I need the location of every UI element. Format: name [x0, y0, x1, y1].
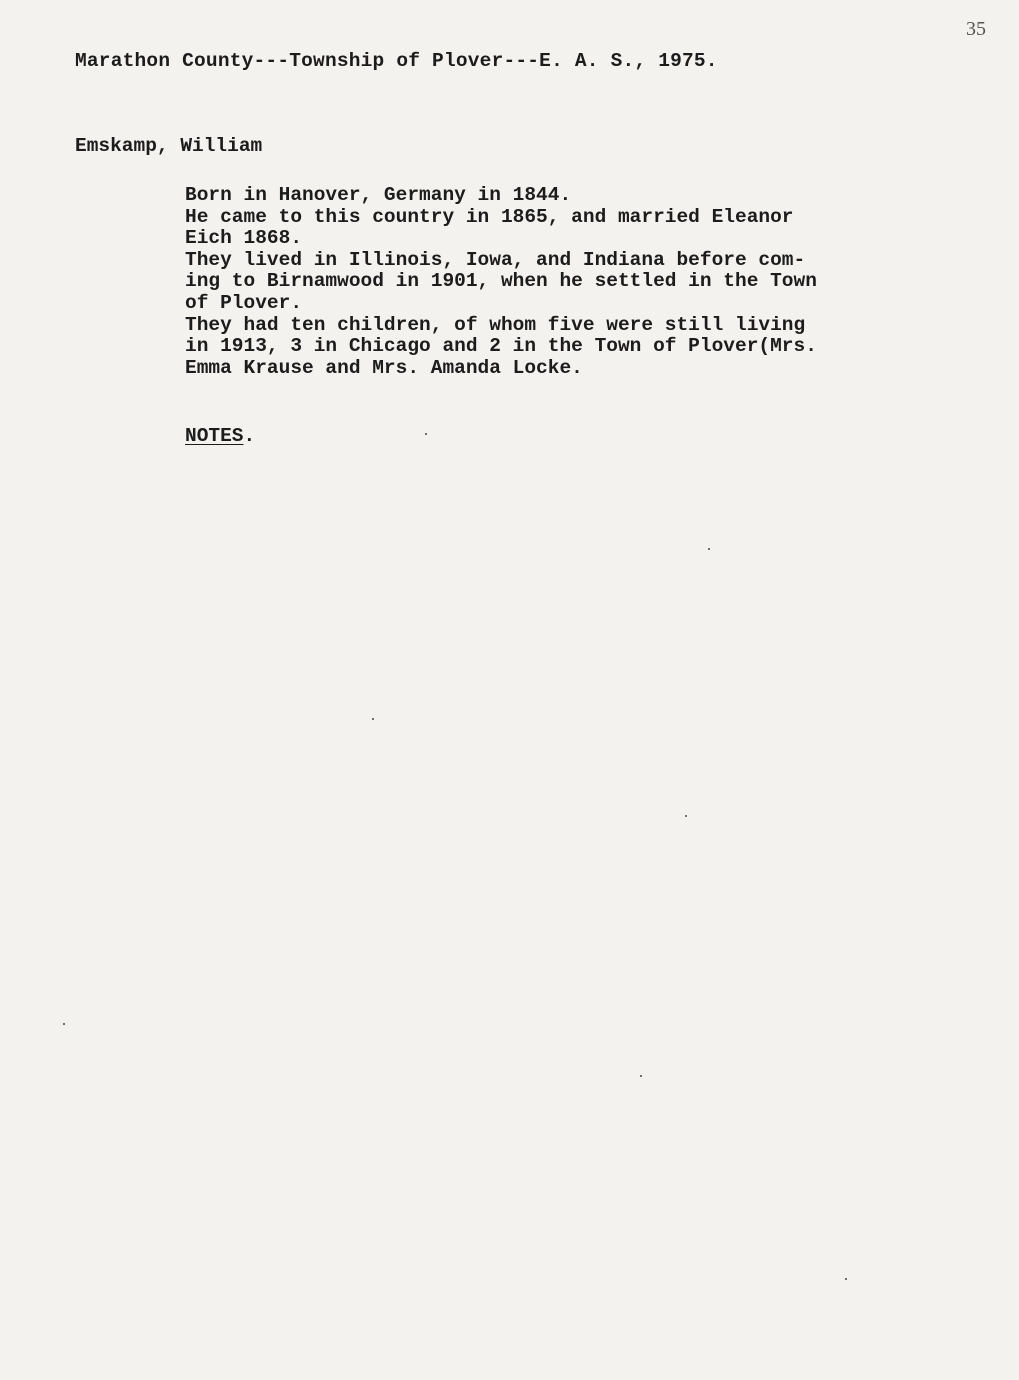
bio-line: of Plover.: [185, 291, 303, 314]
paper-speck: [708, 548, 710, 550]
bio-line: They had ten children, of whom five were still living: [185, 313, 806, 336]
subject-name: Emskamp, William: [75, 135, 263, 157]
notes-period: .: [243, 425, 256, 447]
bio-line: in 1913, 3 in Chicago and 2 in the Town of Plover(Mrs.: [185, 335, 817, 358]
bio-line: He came to this country in 1865, and married Eleanor: [185, 205, 794, 228]
paper-speck: [640, 1075, 642, 1077]
bio-line: They lived in Illinois, Iowa, and Indiana before com-: [185, 248, 806, 271]
bio-line: Emma Krause and Mrs. Amanda Locke.: [185, 356, 583, 379]
page-number: 35: [966, 18, 986, 40]
bio-line: ing to Birnamwood in 1901, when he settled in the Town: [185, 270, 817, 293]
document-header: Marathon County---Township of Plover---E. A. S., 1975.: [75, 50, 718, 72]
paper-speck: [372, 718, 374, 720]
paper-speck: [685, 815, 687, 817]
paper-speck: [63, 1023, 65, 1025]
notes-label: NOTES: [185, 425, 244, 447]
bio-line: Eich 1868.: [185, 227, 303, 250]
biography-text: [185, 185, 925, 379]
paper-speck: [425, 433, 427, 435]
notes-heading: [185, 425, 255, 447]
paper-speck: [845, 1278, 847, 1280]
bio-line: Born in Hanover, Germany in 1844.: [185, 184, 572, 206]
